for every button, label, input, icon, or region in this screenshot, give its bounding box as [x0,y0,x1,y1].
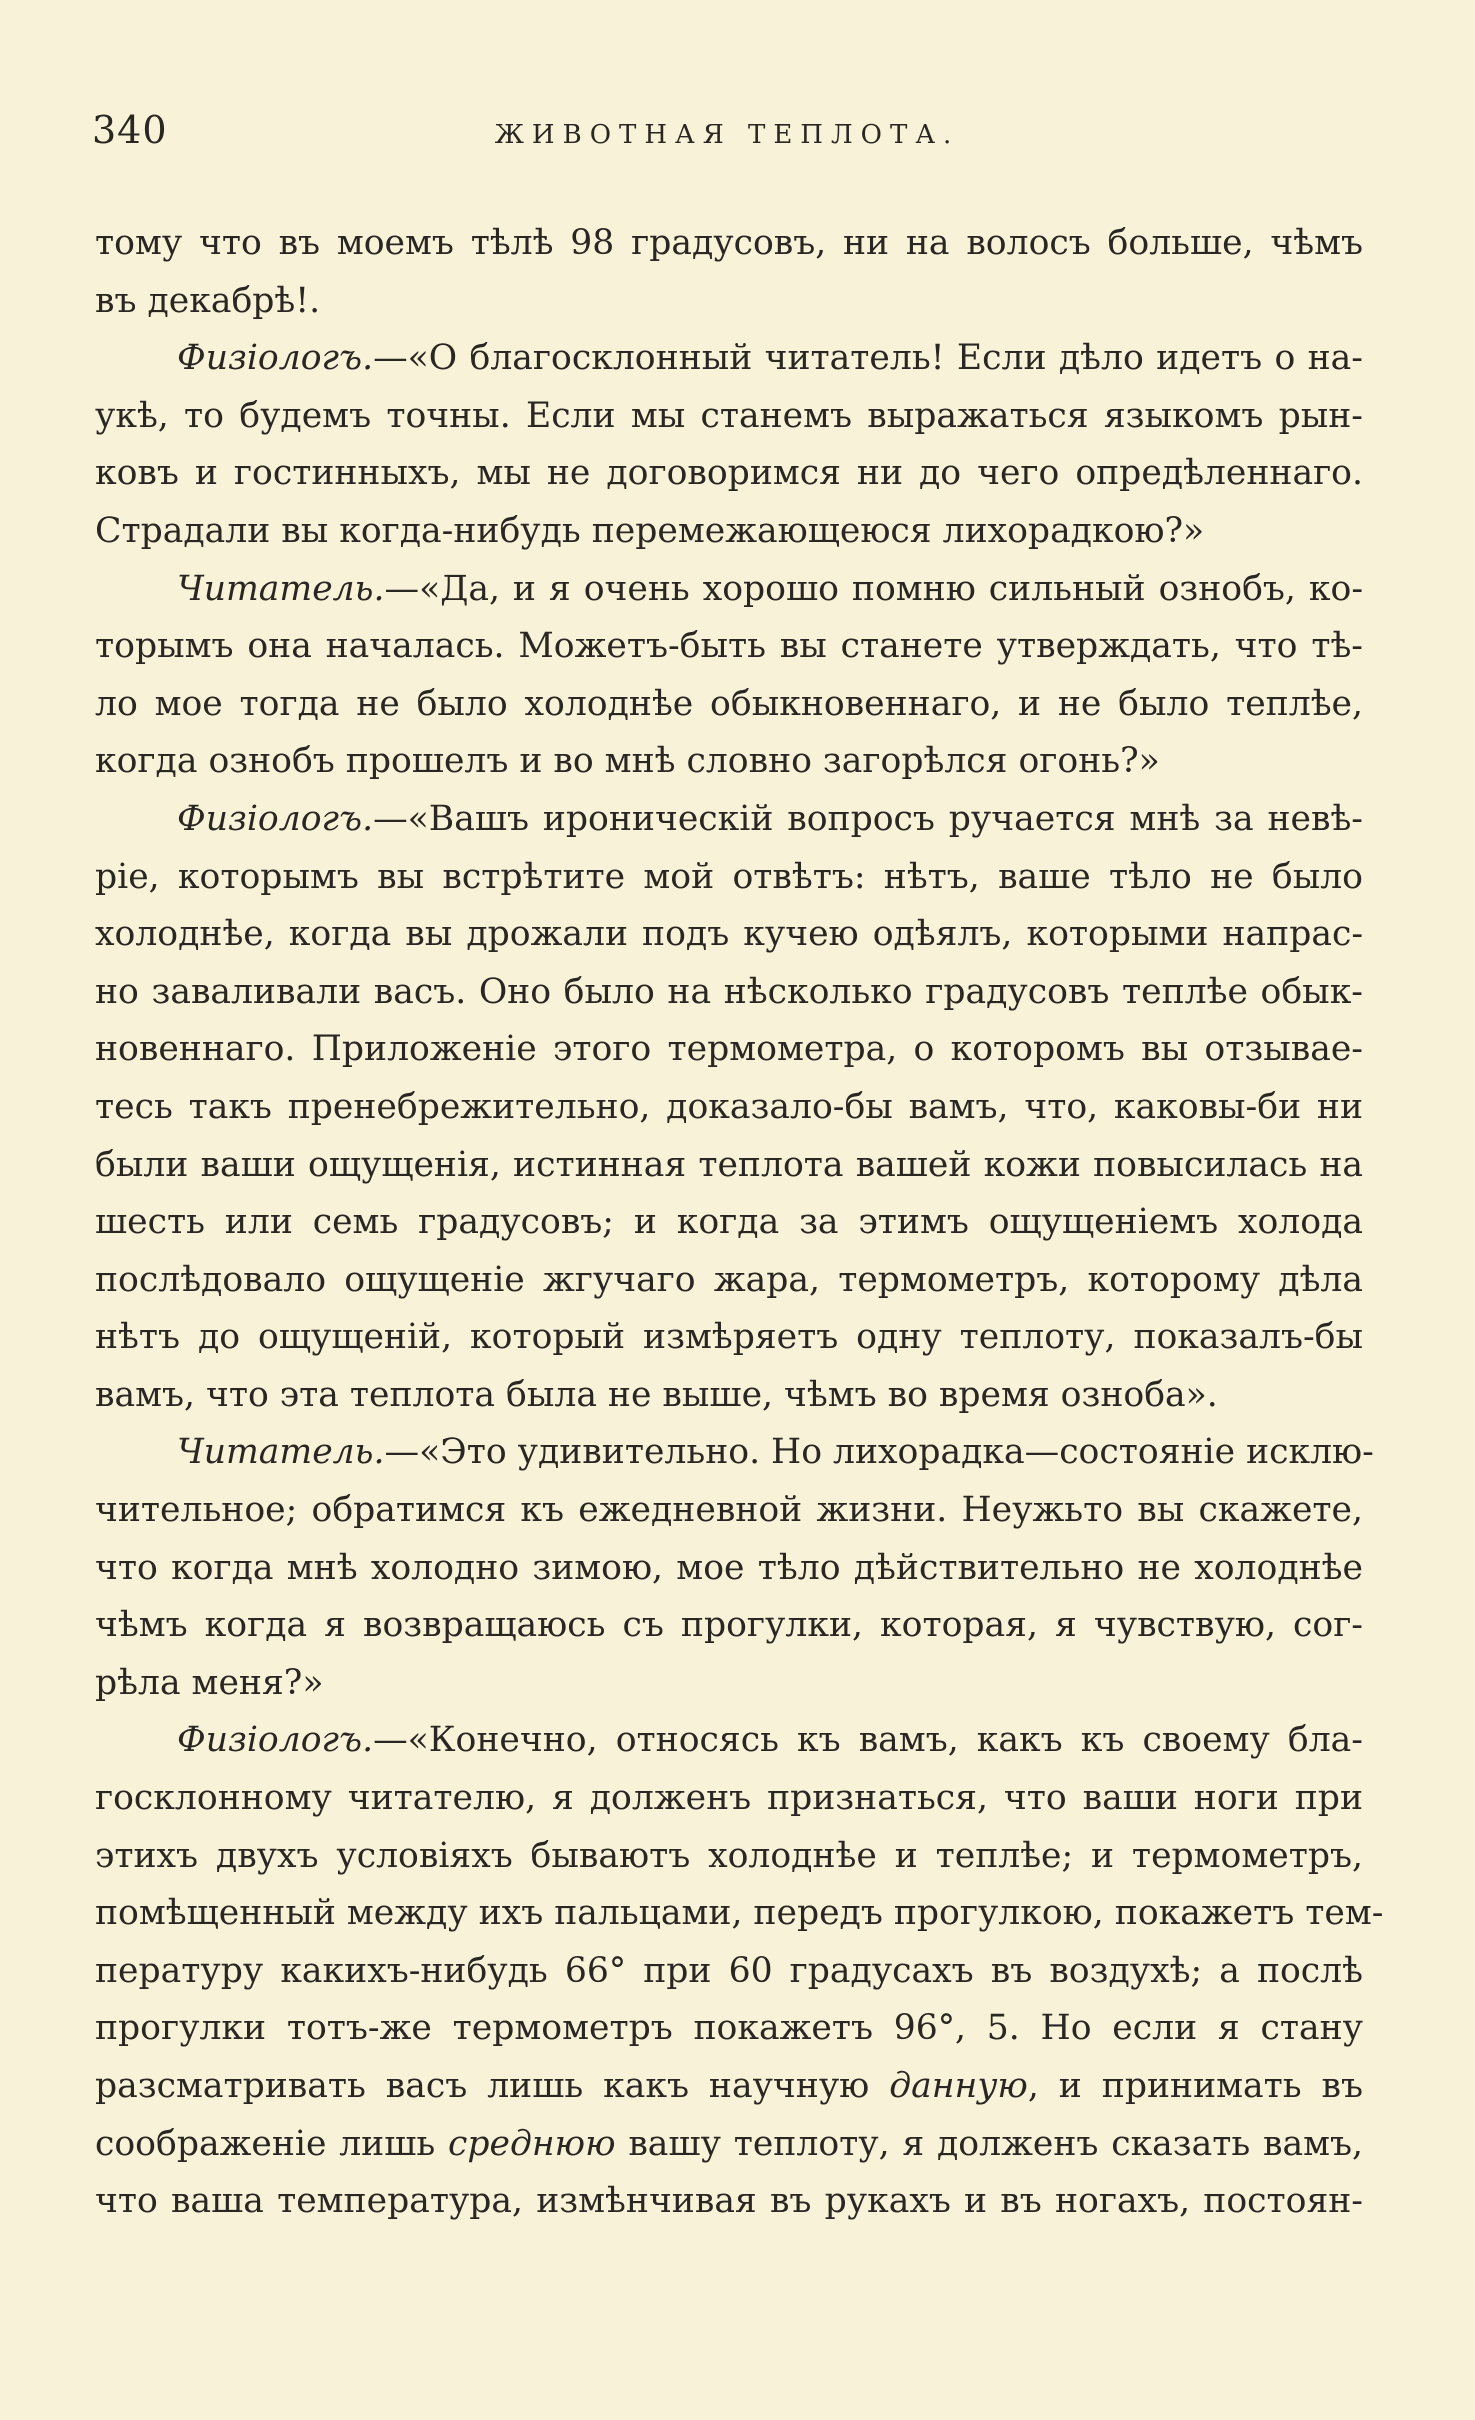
text-line [95,733,1363,791]
text-line [95,1482,1363,1540]
text-line [95,388,1363,446]
page-header [92,108,1362,168]
line-text: холоднѣе, когда вы дрожали подъ кучею одѣялъ, которыми напрас- [95,914,1363,955]
speaker-name: Физіологъ. [177,1720,374,1761]
speaker-name: Физіологъ. [177,798,374,839]
text-line [95,1597,1363,1655]
text-line [95,1943,1363,2001]
page-number: 340 [92,108,168,152]
text-line [95,1079,1363,1137]
text-line [95,1828,1363,1886]
body-text [95,215,1384,2231]
line-text: послѣдовало ощущеніе жгучаго жара, термометръ, которому дѣла [95,1259,1363,1300]
line-text: шесть или семь градусовъ; и когда за этимъ ощущеніемъ холода [95,1202,1363,1243]
line-text: ковъ и гостинныхъ, мы не договоримся ни до чего опредѣленнаго. [95,453,1363,494]
text-line [95,906,1363,964]
text-line [95,618,1363,676]
text-line [95,1252,1363,1310]
line-text: , и принимать въ [1027,2066,1363,2106]
line-text: когда ознобъ прошелъ и во мнѣ словно загорѣлся огонь?» [95,741,1160,782]
text-line [95,849,1363,907]
line-text: что ваша температура, измѣнчивая въ рукахъ и въ ногахъ, постоян- [95,2181,1363,2222]
speaker-name: Читатель. [177,568,385,609]
line-text: —«Да, и я очень хорошо помню сильный ознобъ, ко- [384,568,1363,609]
line-text: госклонному читателю, я долженъ признаться, что ваши ноги при [95,1778,1363,1819]
text-line [95,2058,1363,2116]
line-text: въ декабрѣ!. [95,280,321,321]
line-text: новеннаго. Приложеніе этого термометра, о которомъ вы отзывае- [95,1029,1363,1070]
line-text: но заваливали васъ. Оно было на нѣсколько градусовъ теплѣе обык- [95,971,1363,1012]
text-line [95,215,1363,273]
line-text: рѣла меня?» [95,1662,324,1703]
line-text: тому что въ моемъ тѣлѣ 98 градусовъ, ни на волосъ больше, чѣмъ [95,223,1363,263]
line-text: Страдали вы когда-нибудь перемежающеюся лихорадкою?» [95,510,1205,551]
line-text: —«О благосклонный читатель! Если дѣло идетъ о на- [373,338,1363,379]
line-text: торымъ она началась. Можетъ-быть вы станете утверждать, что тѣ- [95,626,1363,667]
line-text: —«Это удивительно. Но лихорадка—состояніе исклю- [384,1432,1374,1473]
line-text: —«Конечно, относясь къ вамъ, какъ къ своему бла- [373,1720,1363,1761]
text-line [95,2116,1363,2174]
line-text: ріе, которымъ вы встрѣтите мой отвѣтъ: нѣтъ, ваше тѣло не было [95,856,1363,897]
line-text: помѣщенный между ихъ пальцами, передъ прогулкою, покажетъ тем- [95,1893,1384,1934]
text-line [95,2173,1363,2231]
text-line [95,964,1363,1022]
line-text: пературу какихъ-нибудь 66° при 60 градусахъ въ воздухѣ; а послѣ [95,1950,1363,1991]
text-line [95,1770,1363,1828]
text-line [95,503,1363,561]
line-text: вашу теплоту, я долженъ сказать вамъ, [615,2123,1363,2164]
text-line [95,1367,1363,1425]
line-text: прогулки тотъ-же термометръ покажетъ 96°, 5. Но если я стану [95,2008,1363,2049]
speaker-name: Читатель. [177,1432,385,1473]
line-text: разсматривать васъ лишь какъ научную [95,2066,890,2106]
text-line [95,273,1363,331]
text-line [95,330,1363,388]
line-text: вамъ, что эта теплота была не выше, чѣмъ во время озноба». [95,1374,1218,1415]
line-text: соображеніе лишь [95,2123,448,2164]
line-text: чительное; обратимся къ ежедневной жизни. Неужьто вы скажете, [95,1490,1363,1531]
line-text: что когда мнѣ холодно зимою, мое тѣло дѣйствительно не холоднѣе [95,1547,1363,1588]
text-line [95,1194,1363,1252]
text-line [95,1021,1363,1079]
speaker-name: Физіологъ. [177,338,374,379]
text-line [95,1655,1363,1713]
text-line [95,1712,1363,1770]
text-line [95,1424,1374,1482]
text-line [95,791,1363,849]
emphasized-word: данную [889,2066,1028,2106]
text-line [95,1137,1363,1195]
text-line [95,1540,1363,1598]
line-text: ло мое тогда не было холоднѣе обыкновеннаго, и не было теплѣе, [95,683,1363,724]
line-text: тесь такъ пренебрежительно, доказало-бы вамъ, что, каковы-би ни [95,1086,1363,1127]
text-line [95,2000,1363,2058]
text-line [95,676,1363,734]
text-line [95,561,1363,619]
line-text: этихъ двухъ условіяхъ бываютъ холоднѣе и теплѣе; и термометръ, [95,1835,1363,1876]
text-line [95,445,1363,503]
line-text: нѣтъ до ощущеній, который измѣряетъ одну теплоту, показалъ-бы [95,1317,1363,1358]
text-line [95,1885,1384,1943]
emphasized-word: среднюю [448,2123,616,2164]
line-text: чѣмъ когда я возвращаюсь съ прогулки, которая, я чувствую, сог- [95,1605,1363,1646]
text-line [95,1309,1363,1367]
line-text: были ваши ощущенія, истинная теплота вашей кожи повысилась на [95,1144,1363,1185]
line-text: —«Вашъ ироническій вопросъ ручается мнѣ за невѣ- [373,798,1363,839]
running-title: ЖИВОТНАЯ ТЕПЛОТА. [494,120,960,150]
line-text: укѣ, то будемъ точны. Если мы станемъ выражаться языкомъ рын- [95,395,1363,436]
